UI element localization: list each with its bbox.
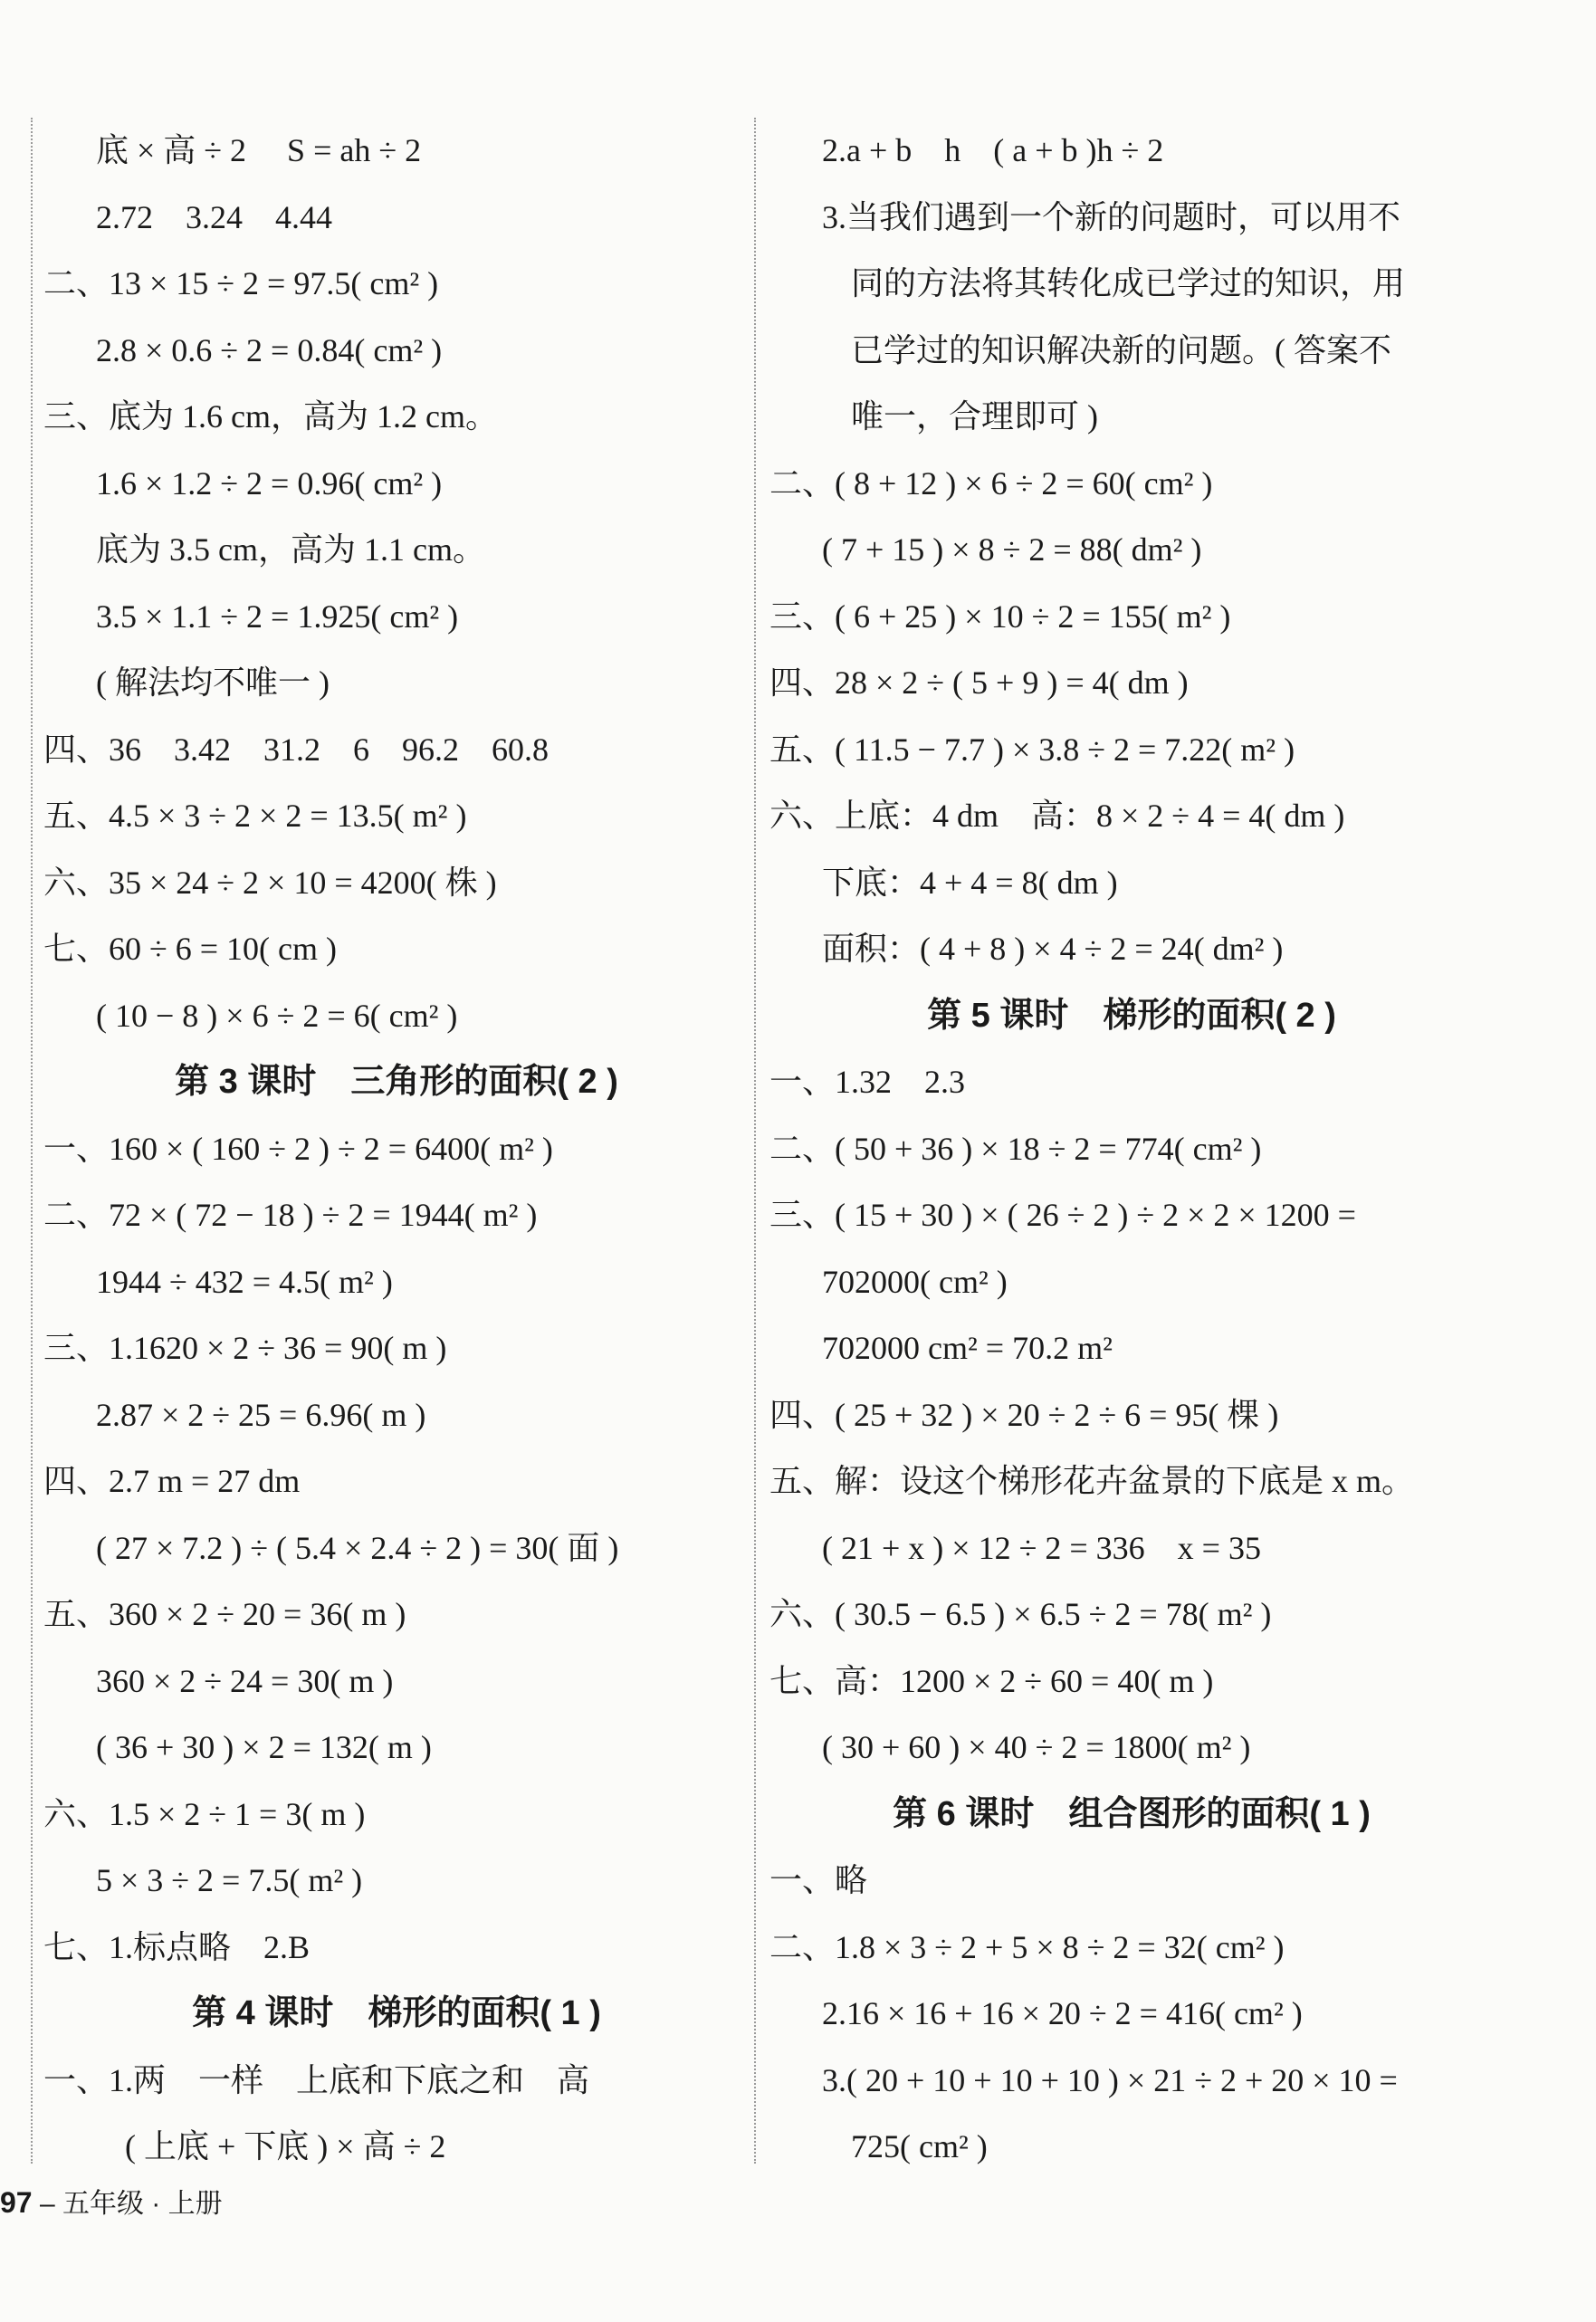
answer-line: 四、2.7 m = 27 dm <box>43 1463 301 1499</box>
answer-line: 二、72 × ( 72 − 18 ) ÷ 2 = 1944( m² ) <box>43 1197 538 1233</box>
answer-line: 五、360 × 2 ÷ 20 = 36( m ) <box>43 1596 406 1632</box>
answer-line: 四、( 25 + 32 ) × 20 ÷ 2 ÷ 6 = 95( 棵 ) <box>769 1396 1279 1433</box>
section-heading: 第 5 课时 梯形的面积( 2 ) <box>927 996 1336 1035</box>
answer-line: 一、略 <box>769 1862 868 1898</box>
answer-line: 2.8 × 0.6 ÷ 2 = 0.84( cm² ) <box>96 331 443 368</box>
answer-line: 3.( 20 + 10 + 10 + 10 ) × 21 ÷ 2 + 20 × 10 = <box>822 2061 1398 2098</box>
answer-line: 一、1.32 2.3 <box>769 1064 966 1100</box>
column-divider-dotted-line <box>754 118 756 2164</box>
answer-line: 725( cm² ) <box>851 2128 988 2164</box>
answer-line: 五、解：设这个梯形花卉盆景的下底是 x m。 <box>769 1463 1415 1499</box>
answer-line: ( 上底 + 下底 ) × 高 ÷ 2 <box>125 2128 446 2164</box>
answer-line: 七、高：1200 × 2 ÷ 60 = 40( m ) <box>769 1662 1214 1699</box>
answer-line: 三、1.1620 × 2 ÷ 36 = 90( m ) <box>43 1330 447 1366</box>
section-heading: 第 6 课时 组合图形的面积( 1 ) <box>893 1794 1371 1833</box>
answer-line: ( 21 + x ) × 12 ÷ 2 = 336 x = 35 <box>822 1529 1261 1566</box>
answer-line: ( 27 × 7.2 ) ÷ ( 5.4 × 2.4 ÷ 2 ) = 30( 面 ) <box>96 1529 619 1566</box>
footer-dash: – <box>39 2189 55 2219</box>
answer-line: 1.6 × 1.2 ÷ 2 = 0.96( cm² ) <box>96 464 443 502</box>
answer-line: 一、1.两 一样 上底和下底之和 高 <box>43 2061 590 2098</box>
answer-line: 同的方法将其转化成已学过的知识，用 <box>851 265 1406 301</box>
footer-grade: 五年级 · 上册 <box>62 2189 223 2219</box>
page-footer <box>0 2180 223 2225</box>
answer-line: 2.87 × 2 ÷ 25 = 6.96( m ) <box>96 1396 426 1433</box>
page-number: 97 <box>0 2186 33 2219</box>
right-answer-column <box>769 118 1494 2181</box>
left-answer-column <box>43 118 750 2181</box>
answer-line: 七、60 ÷ 6 = 10( cm ) <box>43 931 338 967</box>
answer-line: 七、1.标点略 2.B <box>43 1928 311 1965</box>
answer-line: 六、1.5 × 2 ÷ 1 = 3( m ) <box>43 1795 366 1832</box>
answer-line: 2.72 3.24 4.44 <box>96 198 333 235</box>
answer-line: ( 解法均不唯一 ) <box>96 664 330 701</box>
answer-line: 二、( 8 + 12 ) × 6 ÷ 2 = 60( cm² ) <box>769 464 1213 502</box>
answer-line: ( 10 − 8 ) × 6 ÷ 2 = 6( cm² ) <box>96 997 458 1034</box>
answer-line: 二、13 × 15 ÷ 2 = 97.5( cm² ) <box>43 265 439 301</box>
answer-line: 唯一，合理即可 ) <box>851 398 1098 435</box>
answer-line: 1944 ÷ 432 = 4.5( m² ) <box>96 1263 393 1300</box>
answer-line: 六、35 × 24 ÷ 2 × 10 = 4200( 株 ) <box>43 864 497 901</box>
answer-line: 底为 3.5 cm，高为 1.1 cm。 <box>96 531 485 568</box>
answer-line: 下底：4 + 4 = 8( dm ) <box>822 864 1118 901</box>
answer-line: 五、( 11.5 − 7.7 ) × 3.8 ÷ 2 = 7.22( m² ) <box>769 731 1295 768</box>
answer-line: 六、( 30.5 − 6.5 ) × 6.5 ÷ 2 = 78( m² ) <box>769 1596 1272 1632</box>
answer-line: 5 × 3 ÷ 2 = 7.5( m² ) <box>96 1862 363 1898</box>
answer-line: 三、( 15 + 30 ) × ( 26 ÷ 2 ) ÷ 2 × 2 × 1200 = <box>769 1197 1356 1233</box>
left-margin-dotted-line <box>31 118 33 2164</box>
section-heading: 第 3 课时 三角形的面积( 2 ) <box>175 1063 618 1101</box>
answer-line: 一、160 × ( 160 ÷ 2 ) ÷ 2 = 6400( m² ) <box>43 1130 553 1167</box>
answer-line: 二、1.8 × 3 ÷ 2 + 5 × 8 ÷ 2 = 32( cm² ) <box>769 1928 1285 1965</box>
answer-line: ( 36 + 30 ) × 2 = 132( m ) <box>96 1729 432 1765</box>
answer-line: 二、( 50 + 36 ) × 18 ÷ 2 = 774( cm² ) <box>769 1130 1262 1167</box>
answer-line: 三、底为 1.6 cm，高为 1.2 cm。 <box>43 398 498 435</box>
answer-line: 3.5 × 1.1 ÷ 2 = 1.925( cm² ) <box>96 597 459 635</box>
answer-line: 六、上底：4 dm 高：8 × 2 ÷ 4 = 4( dm ) <box>769 798 1345 834</box>
answer-line: 2.16 × 16 + 16 × 20 ÷ 2 = 416( cm² ) <box>822 1995 1303 2031</box>
answer-line: 面积：( 4 + 8 ) × 4 ÷ 2 = 24( dm² ) <box>822 931 1284 967</box>
answer-line: 四、36 3.42 31.2 6 96.2 60.8 <box>43 731 550 768</box>
answer-line: 702000( cm² ) <box>822 1263 1008 1300</box>
answer-line: 三、( 6 + 25 ) × 10 ÷ 2 = 155( m² ) <box>769 597 1231 635</box>
answer-line: 四、28 × 2 ÷ ( 5 + 9 ) = 4( dm ) <box>769 664 1189 701</box>
answer-line: ( 30 + 60 ) × 40 ÷ 2 = 1800( m² ) <box>822 1729 1251 1765</box>
answer-line: 360 × 2 ÷ 24 = 30( m ) <box>96 1662 394 1699</box>
answer-line: 已学过的知识解决新的问题。( 答案不 <box>851 331 1391 368</box>
answer-line: ( 7 + 15 ) × 8 ÷ 2 = 88( dm² ) <box>822 531 1202 568</box>
answer-line: 702000 cm² = 70.2 m² <box>822 1330 1113 1366</box>
answer-line: 五、4.5 × 3 ÷ 2 × 2 = 13.5( m² ) <box>43 798 467 834</box>
answer-line: 底 × 高 ÷ 2 S = ah ÷ 2 <box>96 132 422 168</box>
answer-line: 2.a + b h ( a + b )h ÷ 2 <box>822 132 1164 168</box>
section-heading: 第 4 课时 梯形的面积( 1 ) <box>192 1994 601 2032</box>
answer-line: 3.当我们遇到一个新的问题时，可以用不 <box>822 198 1401 235</box>
